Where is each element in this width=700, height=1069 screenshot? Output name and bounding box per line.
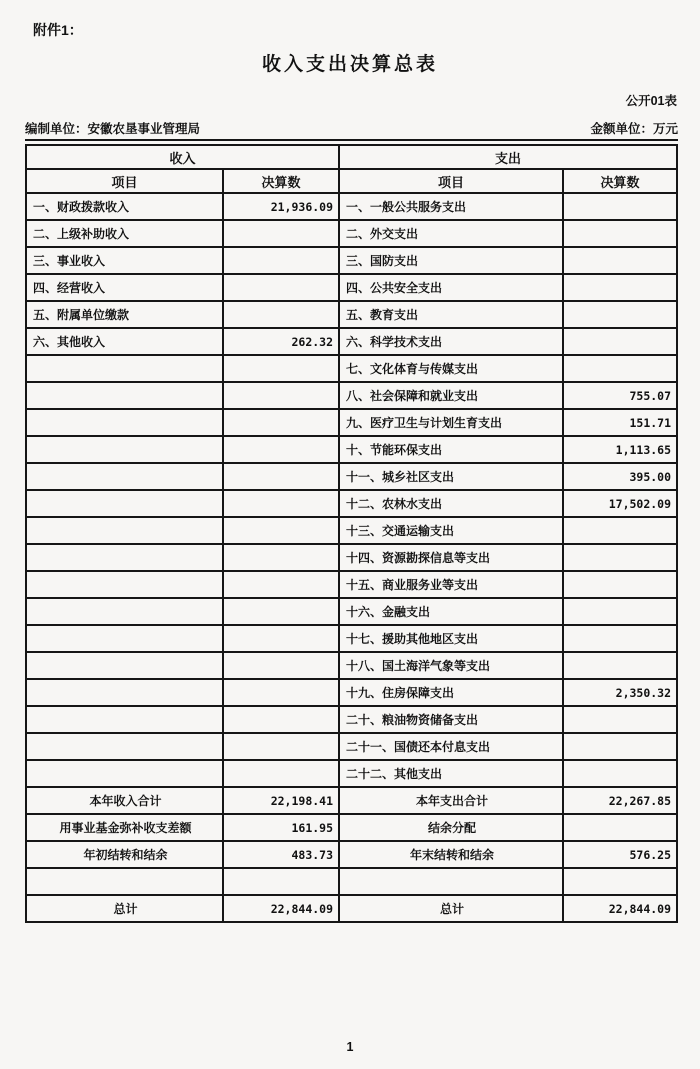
expense-amount-cell [563, 301, 677, 328]
table-row [26, 679, 677, 706]
income-amount-cell: 483.73 [223, 841, 339, 868]
table-row [26, 436, 677, 463]
income-amount-cell [223, 679, 339, 706]
attachment-label: 附件1： [33, 22, 83, 38]
table-row [26, 571, 677, 598]
income-amount-cell: 161.95 [223, 814, 339, 841]
income-item-cell [26, 760, 223, 787]
expense-amount-cell [563, 868, 677, 895]
expense-amount-cell [563, 247, 677, 274]
expense-item-cell: 二、外交支出 [339, 220, 563, 247]
expense-item-cell: 十、节能环保支出 [339, 436, 563, 463]
table-row [26, 868, 677, 895]
table-row [26, 247, 677, 274]
income-amount-cell [223, 463, 339, 490]
income-item-cell [26, 733, 223, 760]
expense-item-cell: 八、社会保障和就业支出 [339, 382, 563, 409]
income-section-header: 收入 [26, 145, 339, 169]
table-row [26, 490, 677, 517]
expense-amount-cell [563, 193, 677, 220]
income-amount-cell [223, 571, 339, 598]
income-amount-cell [223, 760, 339, 787]
table-row [26, 895, 677, 922]
income-amount-cell [223, 733, 339, 760]
expense-amount-cell [563, 598, 677, 625]
income-amount-cell [223, 544, 339, 571]
income-amount-cell: 262.32 [223, 328, 339, 355]
expense-item-cell: 本年支出合计 [339, 787, 563, 814]
income-item-cell [26, 409, 223, 436]
expense-item-cell: 一、一般公共服务支出 [339, 193, 563, 220]
table-row [26, 301, 677, 328]
income-amount-cell [223, 490, 339, 517]
expense-amount-cell [563, 220, 677, 247]
expense-item-cell: 十八、国土海洋气象等支出 [339, 652, 563, 679]
expense-amount-cell [563, 814, 677, 841]
table-row [26, 274, 677, 301]
income-item-cell [26, 544, 223, 571]
expense-amount-cell: 576.25 [563, 841, 677, 868]
table-row [26, 517, 677, 544]
expense-item-cell: 七、文化体育与传媒支出 [339, 355, 563, 382]
income-amount-cell [223, 220, 339, 247]
expense-amount-cell [563, 544, 677, 571]
income-amount-cell [223, 625, 339, 652]
income-amount-cell [223, 247, 339, 274]
expense-item-cell: 结余分配 [339, 814, 563, 841]
table-row [26, 625, 677, 652]
expense-item-cell: 十九、住房保障支出 [339, 679, 563, 706]
income-amount-cell [223, 355, 339, 382]
income-item-cell [26, 679, 223, 706]
table-row [26, 652, 677, 679]
income-item-cell: 五、附属单位缴款 [26, 301, 223, 328]
expense-item-cell: 二十、粮油物资储备支出 [339, 706, 563, 733]
table-row [26, 760, 677, 787]
income-item-cell [26, 625, 223, 652]
info-line [25, 119, 678, 141]
income-item-cell [26, 598, 223, 625]
table-row [26, 463, 677, 490]
income-amount-cell [223, 706, 339, 733]
income-amount-cell [223, 868, 339, 895]
income-amount-cell [223, 382, 339, 409]
income-item-cell: 总计 [26, 895, 223, 922]
income-item-cell: 四、经营收入 [26, 274, 223, 301]
table-row [26, 787, 677, 814]
expense-item-cell: 六、科学技术支出 [339, 328, 563, 355]
expense-amount-cell [563, 625, 677, 652]
expense-amount-cell [563, 355, 677, 382]
table-row [26, 598, 677, 625]
income-item-cell: 六、其他收入 [26, 328, 223, 355]
income-item-cell [26, 355, 223, 382]
income-item-cell [26, 490, 223, 517]
expense-item-column-header: 项目 [339, 169, 563, 193]
expense-item-cell: 十五、商业服务业等支出 [339, 571, 563, 598]
expense-amount-cell [563, 733, 677, 760]
table-row [26, 706, 677, 733]
table-row [26, 193, 677, 220]
expense-item-cell: 二十二、其他支出 [339, 760, 563, 787]
table-code-label: 公开01表 [625, 94, 677, 108]
expense-item-cell: 四、公共安全支出 [339, 274, 563, 301]
expense-amount-cell [563, 652, 677, 679]
income-item-cell: 年初结转和结余 [26, 841, 223, 868]
income-item-cell: 本年收入合计 [26, 787, 223, 814]
expense-item-cell: 十七、援助其他地区支出 [339, 625, 563, 652]
income-item-cell [26, 436, 223, 463]
income-item-cell: 一、财政拨款收入 [26, 193, 223, 220]
expense-amount-cell: 17,502.09 [563, 490, 677, 517]
income-item-cell [26, 571, 223, 598]
expense-amount-cell [563, 760, 677, 787]
expense-amount-cell [563, 274, 677, 301]
income-item-cell [26, 463, 223, 490]
budget-table [25, 144, 678, 923]
expense-item-cell: 十一、城乡社区支出 [339, 463, 563, 490]
expense-item-cell: 年末结转和结余 [339, 841, 563, 868]
page-number: 1 [346, 1040, 354, 1054]
income-amount-cell [223, 436, 339, 463]
expense-item-cell: 总计 [339, 895, 563, 922]
expense-amount-cell: 1,113.65 [563, 436, 677, 463]
income-amount-cell [223, 517, 339, 544]
income-amount-cell [223, 598, 339, 625]
income-amount-cell: 22,844.09 [223, 895, 339, 922]
table-row [26, 382, 677, 409]
table-row [26, 733, 677, 760]
table-row [26, 409, 677, 436]
income-item-cell [26, 652, 223, 679]
income-item-cell: 用事业基金弥补收支差额 [26, 814, 223, 841]
income-amount-cell [223, 274, 339, 301]
expense-item-cell [339, 868, 563, 895]
expense-item-cell: 十二、农林水支出 [339, 490, 563, 517]
section-header-row [26, 145, 677, 169]
expense-amount-cell [563, 571, 677, 598]
page-title: 收入支出决算总表 [261, 54, 438, 75]
income-amount-column-header: 决算数 [223, 169, 339, 193]
expense-amount-cell [563, 328, 677, 355]
income-item-cell [26, 517, 223, 544]
table-row [26, 841, 677, 868]
expense-amount-cell: 395.00 [563, 463, 677, 490]
table-row [26, 328, 677, 355]
expense-amount-cell: 755.07 [563, 382, 677, 409]
table-row [26, 544, 677, 571]
income-item-cell [26, 868, 223, 895]
expense-item-cell: 五、教育支出 [339, 301, 563, 328]
expense-item-cell: 二十一、国债还本付息支出 [339, 733, 563, 760]
expense-amount-cell: 2,350.32 [563, 679, 677, 706]
expense-amount-cell [563, 706, 677, 733]
table-row [26, 220, 677, 247]
expense-item-cell: 十六、金融支出 [339, 598, 563, 625]
table-row [26, 355, 677, 382]
expense-amount-cell: 22,267.85 [563, 787, 677, 814]
income-item-cell: 三、事业收入 [26, 247, 223, 274]
income-item-column-header: 项目 [26, 169, 223, 193]
income-item-cell [26, 706, 223, 733]
expense-amount-column-header: 决算数 [563, 169, 677, 193]
income-item-cell [26, 382, 223, 409]
income-item-cell: 二、上级补助收入 [26, 220, 223, 247]
compiling-unit-label: 编制单位：安徽农垦事业管理局 [25, 122, 201, 136]
table-row [26, 814, 677, 841]
income-amount-cell [223, 652, 339, 679]
expense-item-cell: 九、医疗卫生与计划生育支出 [339, 409, 563, 436]
expense-amount-cell: 22,844.09 [563, 895, 677, 922]
column-header-row [26, 169, 677, 193]
income-amount-cell: 22,198.41 [223, 787, 339, 814]
expense-amount-cell [563, 517, 677, 544]
expense-item-cell: 三、国防支出 [339, 247, 563, 274]
income-amount-cell [223, 409, 339, 436]
expense-item-cell: 十三、交通运输支出 [339, 517, 563, 544]
expense-item-cell: 十四、资源勘探信息等支出 [339, 544, 563, 571]
amount-unit-label: 金额单位：万元 [590, 122, 678, 136]
income-amount-cell [223, 301, 339, 328]
income-amount-cell: 21,936.09 [223, 193, 339, 220]
expense-section-header: 支出 [339, 145, 677, 169]
expense-amount-cell: 151.71 [563, 409, 677, 436]
